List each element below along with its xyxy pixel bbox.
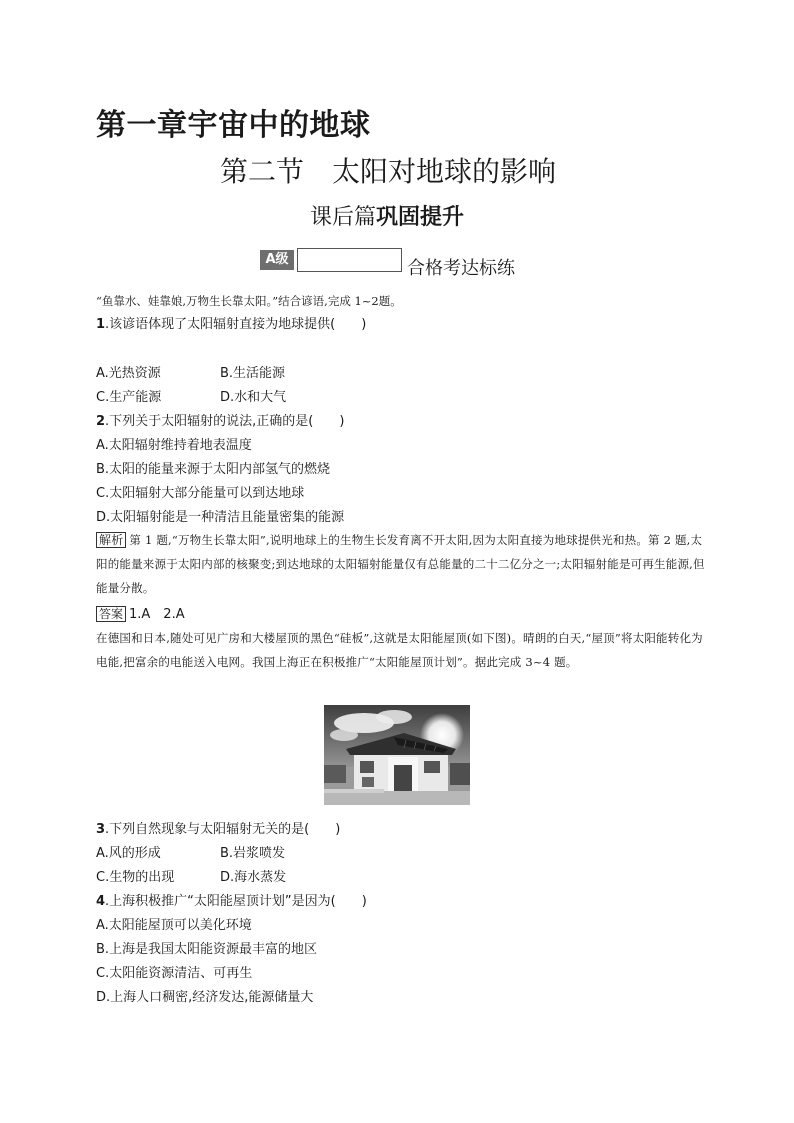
level-blank-box bbox=[297, 248, 402, 272]
question-2-number: 2 bbox=[96, 414, 106, 429]
answer-text: 1.A 2.A bbox=[129, 607, 185, 622]
subtitle-prefix: 课后篇 bbox=[310, 205, 377, 230]
question-4-stem: .上海积极推广“太阳能屋顶计划”是因为( ) bbox=[105, 894, 367, 909]
q4-option-a: A.太阳能屋顶可以美化环境 bbox=[96, 918, 252, 933]
q1-option-b: B.生活能源 bbox=[220, 366, 286, 381]
question-3 bbox=[96, 821, 340, 838]
solar-roof-house-illustration bbox=[324, 705, 470, 805]
q1-option-d: D.水和大气 bbox=[220, 390, 287, 405]
q4-option-d: D.上海人口稠密,经济发达,能源储量大 bbox=[96, 990, 314, 1005]
question-2-stem: .下列关于太阳辐射的说法,正确的是( ) bbox=[105, 414, 345, 429]
question-4 bbox=[96, 893, 367, 910]
q2-option-d: D.太阳辐射能是一种清洁且能量密集的能源 bbox=[96, 510, 345, 525]
answer-label: 答案 bbox=[96, 606, 126, 622]
q3-option-b: B.岩浆喷发 bbox=[220, 846, 286, 861]
q2-option-a: A.太阳辐射维持着地表温度 bbox=[96, 438, 252, 453]
question-2 bbox=[96, 413, 344, 430]
analysis-text: 第 1 题,“万物生长靠太阳”,说明地球上的生物生长发育离不开太阳,因为太阳直接为地球提供光和热。第 2 题,太阳的能量来源于太阳内部的核聚变;到达地球的太阳辐射能量仅有总能量的二十二亿分之一;太阳辐射能是可再生能源,但能量分散。 bbox=[96, 533, 705, 595]
q2-option-b: B.太阳的能量来源于太阳内部氢气的燃烧 bbox=[96, 462, 331, 477]
analysis-label: 解析 bbox=[96, 532, 126, 548]
question-1-number: 1 bbox=[96, 317, 106, 332]
q1-option-a: A.光热资源 bbox=[96, 366, 161, 381]
q4-option-c: C.太阳能资源清洁、可再生 bbox=[96, 966, 253, 981]
question-3-stem: .下列自然现象与太阳辐射无关的是( ) bbox=[105, 822, 341, 837]
q4-option-b: B.上海是我国太阳能资源最丰富的地区 bbox=[96, 942, 318, 957]
level-text: 合格考达标练 bbox=[407, 258, 515, 279]
section-title: 第二节 太阳对地球的影响 bbox=[220, 155, 557, 188]
q3-option-a: A.风的形成 bbox=[96, 846, 161, 861]
question-4-number: 4 bbox=[96, 894, 106, 909]
level-badge: A级 bbox=[260, 250, 294, 270]
analysis-block bbox=[96, 528, 706, 600]
intro-proverb: “鱼靠水、娃靠娘,万物生长靠太阳。”结合谚语,完成 1~2题。 bbox=[96, 294, 402, 308]
solar-roof-house-photo bbox=[324, 705, 470, 805]
subtitle bbox=[310, 200, 464, 231]
question-1 bbox=[96, 316, 366, 333]
subtitle-bold: 巩固提升 bbox=[376, 205, 465, 230]
answer-block bbox=[96, 606, 185, 623]
q3-option-c: C.生物的出现 bbox=[96, 870, 175, 885]
question-3-number: 3 bbox=[96, 822, 106, 837]
q3-option-d: D.海水蒸发 bbox=[220, 870, 287, 885]
q2-option-c: C.太阳辐射大部分能量可以到达地球 bbox=[96, 486, 305, 501]
question-1-stem: .该谚语体现了太阳辐射直接为地球提供( ) bbox=[105, 317, 367, 332]
q1-option-c: C.生产能源 bbox=[96, 390, 162, 405]
intro-solar-roof: 在德国和日本,随处可见广房和大楼屋顶的黑色“硅板”,这就是太阳能屋顶(如下图)。晴朗的白天,“屋顶”将太阳能转化为电能,把富余的电能送入电网。我国上海正在积极推广“太阳能屋顶计划”。据此完成 3~4 题。 bbox=[96, 631, 703, 669]
chapter-title: 第一章宇宙中的地球 bbox=[96, 108, 371, 143]
